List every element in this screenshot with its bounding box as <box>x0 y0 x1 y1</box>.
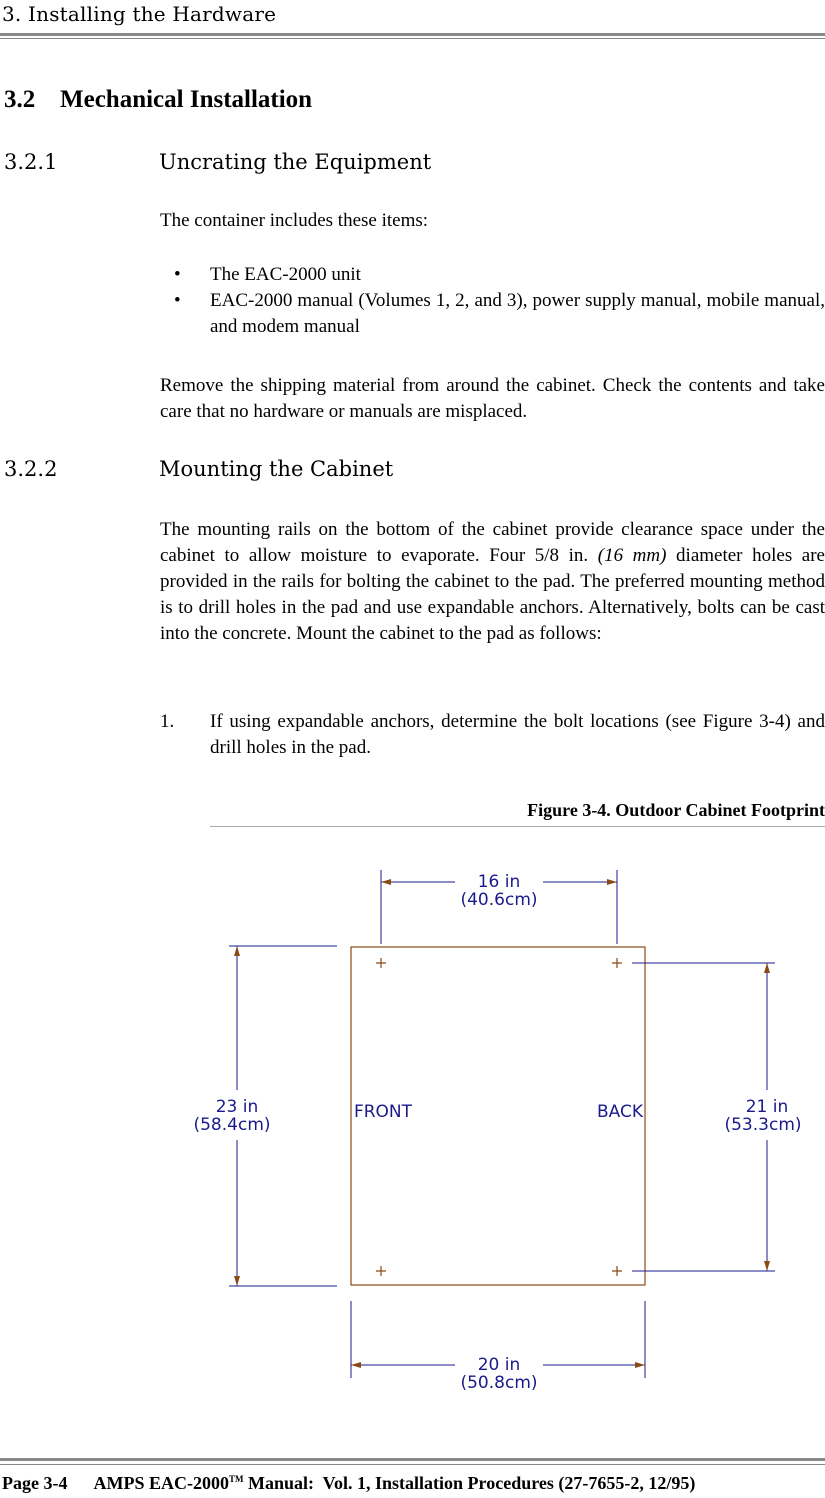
remove-instructions: Remove the shipping material from around the cabinet. Check the contents and take care that no hardware or manuals are misplaced. <box>160 375 825 422</box>
extension-lines <box>229 870 775 1378</box>
bolt-hole-marker <box>612 1266 622 1276</box>
section-title: Mechanical Installation <box>60 86 313 113</box>
trademark-symbol: TM <box>229 1474 244 1484</box>
bolt-hole-marker <box>376 1266 386 1276</box>
manual-name: AMPS EAC-2000 <box>93 1473 229 1493</box>
bullet-glyph: • <box>174 264 181 285</box>
right-dimension-inches: 21 in <box>745 1097 789 1117</box>
section-number: 3.2 <box>4 86 36 113</box>
step-text: If using expandable anchors, determine the bolt locations (see Figure 3-4) and drill holes in the pad. <box>210 711 825 758</box>
metric-size: (16 mm) <box>597 545 667 566</box>
subsection-number: 3.2.2 <box>4 457 58 481</box>
bullet-glyph: • <box>174 290 181 311</box>
front-label: FRONT <box>353 1102 413 1122</box>
top-dimension-cm: (40.6cm) <box>460 890 538 910</box>
container-intro: The container includes these items: <box>160 210 429 231</box>
footer-rule-thin <box>0 1464 825 1465</box>
bolt-hole-marker <box>612 958 622 968</box>
subsection-title: Mounting the Cabinet <box>159 457 394 481</box>
subsection-number: 3.2.1 <box>4 150 58 174</box>
right-dimension-cm: (53.3cm) <box>724 1115 802 1135</box>
list-item-text: The EAC-2000 unit <box>210 264 361 285</box>
bottom-dimension-cm: (50.8cm) <box>460 1373 538 1393</box>
left-dimension-inches: 23 in <box>215 1097 259 1117</box>
left-dimension-cm: (58.4cm) <box>193 1115 271 1135</box>
chapter-header: 3. Installing the Hardware <box>2 2 277 26</box>
step-number: 1. <box>160 711 175 732</box>
page-footer <box>2 1473 695 1494</box>
mounting-text-1: The mounting rails on the bottom of the cabinet provide clearance space under the cabinet to allow moisture to evaporate. Four 5/8 in. <box>160 519 825 566</box>
bolt-hole-markers <box>376 958 622 1276</box>
subsection-title: Uncrating the Equipment <box>159 150 432 174</box>
dimension-lines <box>237 882 767 1365</box>
manual-details: Manual: Vol. 1, Installation Procedures (27-7655-2, 12/95) <box>243 1473 696 1493</box>
figure-caption: Figure 3-4. Outdoor Cabinet Footprint <box>527 800 825 820</box>
mounting-text-2: diameter holes are provided in the rails for bolting the cabinet to the pad. The preferred mounting method is to drill holes in the pad and use expandable anchors. Alternatively, bolts can be cast into the concrete. Mount the cabinet to the pad as follows: <box>160 545 825 644</box>
top-dimension-inches: 16 in <box>477 872 521 892</box>
bolt-hole-marker <box>376 958 386 968</box>
bottom-dimension-inches: 20 in <box>477 1355 521 1375</box>
list-item-text: EAC-2000 manual (Volumes 1, 2, and 3), power supply manual, mobile manual, and modem manual <box>210 290 825 337</box>
footer-rule <box>0 1458 825 1461</box>
back-label: BACK <box>596 1102 644 1122</box>
page-number: Page 3-4 <box>2 1473 68 1493</box>
